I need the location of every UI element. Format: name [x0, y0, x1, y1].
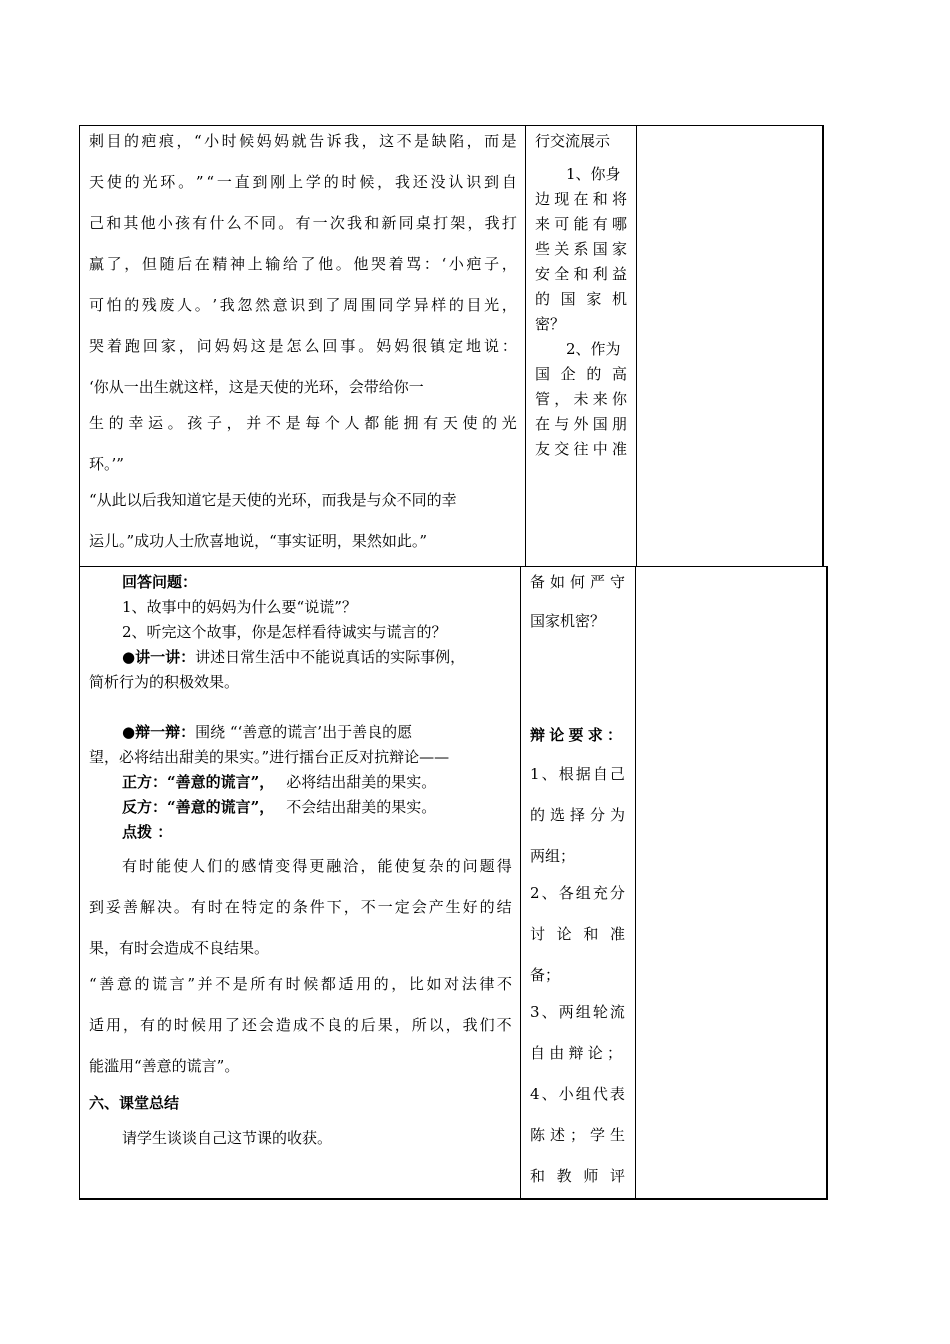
activity-line: 友 交 往 中 准	[535, 440, 627, 458]
activity-line: 备 如 何 严 守	[530, 573, 625, 591]
dianbo-line: “ 善 意 的 谎 言 ” 并 不 是 所 有 时 候 都 适 用 的 ， 比 如 对 法 律 不	[89, 975, 512, 993]
activity-line: 的 国 家 机	[535, 290, 627, 308]
debate-requirements-heading: 辩 论 要 求 ：	[530, 726, 622, 744]
activity-line: 讨 论 和 准	[530, 925, 625, 943]
zheng-label: 正方：“善意的谎言”，	[122, 773, 275, 791]
bian-text-continued: 望，必将结出甜美的果实。”进行擂台正反对抗辩论——	[89, 748, 450, 766]
lesson-table-part-1	[79, 125, 824, 567]
activity-line: 2 、 各 组 充 分	[530, 884, 625, 902]
dianbo-line: 有 时 能 使 人 们 的 感 情 变 得 更 融 洽 ， 能 使 复 杂 的 问 题 得	[122, 857, 512, 875]
story-line: 刺 目 的 疤 痕 ， “ 小 时 候 妈 妈 就 告 诉 我 ， 这 不 是 缺 陷 ， 而 是	[89, 132, 517, 150]
activity-line: 在 与 外 国 朋	[535, 415, 627, 433]
dianbo-line: 果，有时会造成不良结果。	[89, 939, 270, 957]
column-divider	[520, 567, 521, 1198]
story-line: 环。’”	[89, 455, 124, 473]
dianbo-label: 点拨 ：	[122, 823, 173, 841]
story-line: 天 使 的 光 环 。 ” “ 一 直 到 刚 上 学 的 时 候 ， 我 还 没 认 识 到 自	[89, 173, 517, 191]
activity-line: 密？	[535, 315, 566, 333]
dianbo-line: 到 妥 善 解 决 。 有 时 在 特 定 的 条 件 下 ， 不 一 定 会 产 生 好 的 结	[89, 898, 512, 916]
story-line: 赢 了 ， 但 随 后 在 精 神 上 输 给 了 他 。 他 哭 着 骂 ： ‘ 小 疤 子 ，	[89, 255, 517, 273]
activity-line: 安 全 和 利 益	[535, 265, 627, 283]
story-line: “从此以后我知道它是天使的光环，而我是与众不同的幸	[89, 491, 457, 509]
jiang-text-continued: 简析行为的积极效果。	[89, 673, 240, 691]
dianbo-line: 适 用 ， 有 的 时 候 用 了 还 会 造 成 不 良 的 后 果 ， 所 以 ， 我 们 不	[89, 1016, 512, 1034]
fan-label: 反方：“善意的谎言”，	[122, 798, 275, 816]
activity-line: 些 关 系 国 家	[535, 240, 627, 258]
activity-line: 和 教 师 评	[530, 1167, 625, 1185]
activity-line: 行交流展示	[535, 132, 611, 150]
summary-text: 请学生谈谈自己这节课的收获。	[122, 1129, 333, 1147]
activity-line: 来 可 能 有 哪	[535, 215, 627, 233]
activity-line: 2、作为	[566, 340, 621, 358]
bian-label: ●辩一辩：	[122, 723, 196, 741]
dianbo-line: 能滥用“善意的谎言”。	[89, 1057, 240, 1075]
fan-text: 不会结出甜美的果实。	[286, 798, 437, 816]
story-line: 生 的 幸 运 。 孩 子 ， 并 不 是 每 个 人 都 能 拥 有 天 使 的 光	[89, 414, 517, 432]
question-2: 2、听完这个故事，你是怎样看待诚实与谎言的？	[122, 623, 447, 641]
zheng-text: 必将结出甜美的果实。	[286, 773, 437, 791]
activity-line: 1、你身	[566, 165, 621, 183]
questions-heading: 回答问题：	[122, 573, 198, 591]
jiang-label: ●讲一讲：	[122, 648, 196, 666]
summary-heading: 六、课堂总结	[89, 1094, 180, 1112]
activity-line: 自 由 辩 论 ；	[530, 1044, 622, 1062]
story-line: 己 和 其 他 小 孩 有 什 么 不 同 。 有 一 次 我 和 新 同 桌 打 架 ， 我 打	[89, 214, 517, 232]
jiang-text: 讲述日常生活中不能说真话的实际事例，	[195, 648, 466, 666]
activity-line: 国 企 的 高	[535, 365, 627, 383]
story-line: ‘你从一出生就这样，这是天使的光环，会带给你一	[89, 378, 424, 396]
lesson-table-part-2	[79, 566, 828, 1200]
column-divider	[636, 126, 637, 566]
activity-line: 陈 述 ； 学 生	[530, 1126, 625, 1144]
activity-line: 边 现 在 和 将	[535, 190, 627, 208]
activity-line: 1 、 根 据 自 己	[530, 765, 625, 783]
activity-line: 的 选 择 分 为	[530, 806, 625, 824]
story-line: 运儿。”成功人士欣喜地说，“事实证明，果然如此。”	[89, 532, 428, 550]
activity-line: 备；	[530, 966, 561, 984]
question-1: 1、故事中的妈妈为什么要“说谎”？	[122, 598, 357, 616]
activity-line: 管 ， 未 来 你	[535, 390, 627, 408]
column-divider	[525, 126, 526, 566]
activity-line: 3 、 两 组 轮 流	[530, 1003, 625, 1021]
story-line: 可 怕 的 残 废 人 。 ’ 我 忽 然 意 识 到 了 周 围 同 学 异 样 的 目 光 ，	[89, 296, 517, 314]
activity-line: 4 、 小 组 代 表	[530, 1085, 625, 1103]
activity-line: 国家机密？	[530, 612, 606, 630]
column-divider	[635, 567, 636, 1198]
bian-text: 围绕 “‘善意的谎言’出于善良的愿	[195, 723, 413, 741]
story-line: 哭 着 跑 回 家 ， 问 妈 妈 这 是 怎 么 回 事 。 妈 妈 很 镇 定 地 说 ：	[89, 337, 517, 355]
activity-line: 两组；	[530, 847, 576, 865]
